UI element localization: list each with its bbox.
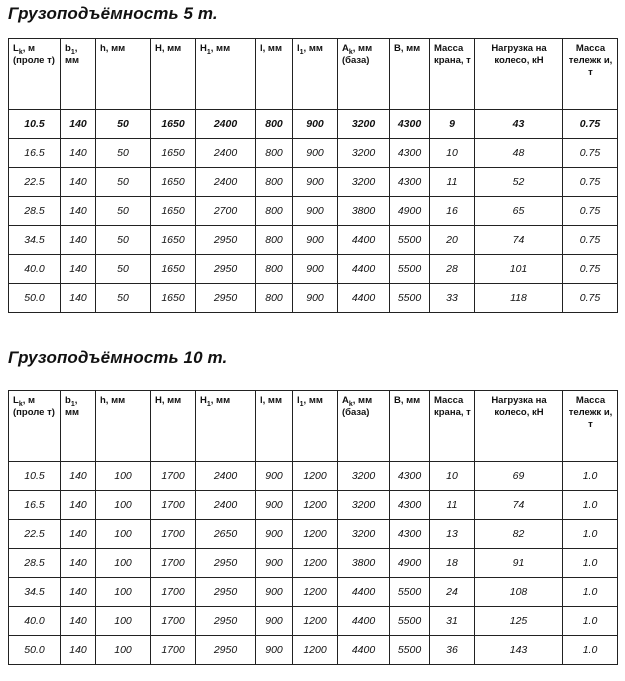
table-row: [9, 607, 618, 636]
crane-spec-table-10t: [8, 390, 618, 665]
table-cell: 4900: [390, 549, 430, 578]
table-cell: 1.0: [563, 578, 618, 607]
table-cell: 4400: [338, 284, 390, 313]
table-cell: 5500: [390, 284, 430, 313]
table-cell: 900: [293, 110, 338, 139]
table-cell: 140: [61, 168, 96, 197]
table-cell: 900: [293, 284, 338, 313]
table-cell: 0.75: [563, 139, 618, 168]
table-cell: 108: [475, 578, 563, 607]
col-header-crane-mass: Масса крана, т: [430, 39, 475, 110]
table-row: [9, 197, 618, 226]
col-header-B: B, мм: [390, 391, 430, 462]
table-cell: 1650: [151, 168, 196, 197]
table-cell: 900: [256, 549, 293, 578]
section-title-5t: Грузоподъёмность 5 т.: [8, 4, 218, 23]
table-cell: 1650: [151, 110, 196, 139]
table-cell: 140: [61, 607, 96, 636]
table-cell: 0.75: [563, 284, 618, 313]
table-cell: 34.5: [9, 578, 61, 607]
table-cell: 2400: [196, 491, 256, 520]
table-cell: 1.0: [563, 549, 618, 578]
table-cell: 0.75: [563, 110, 618, 139]
table-cell: 140: [61, 636, 96, 665]
table-cell: 10: [430, 139, 475, 168]
table-cell: 10.5: [9, 110, 61, 139]
table-row: [9, 636, 618, 665]
table-cell: 800: [256, 284, 293, 313]
col-header-H: H, мм: [151, 39, 196, 110]
crane-spec-table-5t: [8, 38, 618, 313]
table-row: [9, 462, 618, 491]
table-cell: 20: [430, 226, 475, 255]
table-cell: 13: [430, 520, 475, 549]
col-header-crane-mass: Масса крана, т: [430, 391, 475, 462]
table-cell: 4300: [390, 168, 430, 197]
table-cell: 0.75: [563, 226, 618, 255]
table-cell: 28.5: [9, 197, 61, 226]
table-cell: 1650: [151, 197, 196, 226]
table-cell: 2400: [196, 110, 256, 139]
table-cell: 9: [430, 110, 475, 139]
table-cell: 5500: [390, 255, 430, 284]
table-cell: 50: [96, 110, 151, 139]
table-cell: 16.5: [9, 139, 61, 168]
table-row: [9, 255, 618, 284]
table-cell: 1200: [293, 491, 338, 520]
col-header-span: $L_k$, м (проле т): [9, 39, 61, 110]
table-cell: 5500: [390, 607, 430, 636]
table-cell: 1.0: [563, 607, 618, 636]
table-cell: 125: [475, 607, 563, 636]
table-cell: 140: [61, 491, 96, 520]
table-cell: 3200: [338, 139, 390, 168]
col-header-l1: $l_1$, мм: [293, 391, 338, 462]
table-cell: 800: [256, 168, 293, 197]
table-cell: 2700: [196, 197, 256, 226]
table-cell: 18: [430, 549, 475, 578]
table-cell: 82: [475, 520, 563, 549]
table-cell: 22.5: [9, 168, 61, 197]
table-row: [9, 226, 618, 255]
table-cell: 100: [96, 491, 151, 520]
table-cell: 4300: [390, 139, 430, 168]
table-cell: 3200: [338, 110, 390, 139]
table-row: [9, 520, 618, 549]
col-header-wheel-load: Нагрузка на колесо, кН: [475, 39, 563, 110]
table-cell: 2950: [196, 255, 256, 284]
table-cell: 50: [96, 139, 151, 168]
table-cell: 3800: [338, 549, 390, 578]
table-cell: 65: [475, 197, 563, 226]
table-cell: 4900: [390, 197, 430, 226]
col-header-l: l, мм: [256, 39, 293, 110]
table-cell: 1700: [151, 549, 196, 578]
table-cell: 140: [61, 549, 96, 578]
table-cell: 11: [430, 491, 475, 520]
table-cell: 900: [293, 197, 338, 226]
table-cell: 1200: [293, 607, 338, 636]
table-cell: 140: [61, 578, 96, 607]
table-cell: 40.0: [9, 255, 61, 284]
table-cell: 143: [475, 636, 563, 665]
table-cell: 4400: [338, 578, 390, 607]
table-cell: 118: [475, 284, 563, 313]
table-cell: 4300: [390, 491, 430, 520]
table-cell: 33: [430, 284, 475, 313]
col-header-base: $A_k$, мм (база): [338, 391, 390, 462]
table-cell: 1.0: [563, 520, 618, 549]
table-cell: 800: [256, 110, 293, 139]
table-cell: 101: [475, 255, 563, 284]
table-cell: 50.0: [9, 284, 61, 313]
table-row: [9, 110, 618, 139]
table-cell: 1200: [293, 636, 338, 665]
table-cell: 4400: [338, 636, 390, 665]
table-cell: 100: [96, 578, 151, 607]
table-cell: 900: [256, 462, 293, 491]
table-cell: 28: [430, 255, 475, 284]
table-cell: 1200: [293, 549, 338, 578]
table-cell: 3800: [338, 197, 390, 226]
col-header-H: H, мм: [151, 391, 196, 462]
col-header-l: l, мм: [256, 391, 293, 462]
table-cell: 50.0: [9, 636, 61, 665]
table-cell: 34.5: [9, 226, 61, 255]
table-cell: 2950: [196, 284, 256, 313]
table-cell: 22.5: [9, 520, 61, 549]
col-header-b1: $b_1$, мм: [61, 39, 96, 110]
table-cell: 4300: [390, 110, 430, 139]
table-cell: 140: [61, 284, 96, 313]
table-cell: 4400: [338, 226, 390, 255]
table-cell: 1700: [151, 607, 196, 636]
table-cell: 24: [430, 578, 475, 607]
col-header-span: $L_k$, м (проле т): [9, 391, 61, 462]
table-cell: 2400: [196, 139, 256, 168]
table-cell: 48: [475, 139, 563, 168]
col-header-wheel-load: Нагрузка на колесо, кН: [475, 391, 563, 462]
table-cell: 1700: [151, 491, 196, 520]
table-cell: 900: [256, 607, 293, 636]
table-cell: 50: [96, 284, 151, 313]
col-header-h: h, мм: [96, 39, 151, 110]
table-cell: 4300: [390, 520, 430, 549]
table-cell: 1200: [293, 520, 338, 549]
table-cell: 3200: [338, 491, 390, 520]
table-cell: 2950: [196, 226, 256, 255]
table-cell: 5500: [390, 636, 430, 665]
table-cell: 1700: [151, 520, 196, 549]
table-cell: 1200: [293, 462, 338, 491]
table-cell: 140: [61, 462, 96, 491]
table-cell: 1700: [151, 636, 196, 665]
table-cell: 74: [475, 226, 563, 255]
table-cell: 31: [430, 607, 475, 636]
table-row: [9, 578, 618, 607]
table-cell: 2950: [196, 578, 256, 607]
table-cell: 52: [475, 168, 563, 197]
table-cell: 2650: [196, 520, 256, 549]
table-cell: 91: [475, 549, 563, 578]
table-cell: 800: [256, 255, 293, 284]
table-cell: 140: [61, 255, 96, 284]
section-title-10t: Грузоподъёмность 10 т.: [8, 348, 228, 367]
col-header-base: $A_k$, мм (база): [338, 39, 390, 110]
table-cell: 140: [61, 520, 96, 549]
table-cell: 5500: [390, 226, 430, 255]
table-cell: 36: [430, 636, 475, 665]
table-cell: 1.0: [563, 636, 618, 665]
table-cell: 900: [293, 255, 338, 284]
table-row: [9, 491, 618, 520]
table-row: [9, 168, 618, 197]
table-cell: 100: [96, 520, 151, 549]
table-cell: 100: [96, 636, 151, 665]
table-cell: 800: [256, 197, 293, 226]
table-cell: 40.0: [9, 607, 61, 636]
table-cell: 1.0: [563, 462, 618, 491]
table-cell: 140: [61, 226, 96, 255]
header-row: [9, 391, 618, 462]
table-cell: 16.5: [9, 491, 61, 520]
table-cell: 900: [256, 491, 293, 520]
table-cell: 900: [293, 226, 338, 255]
table-cell: 2950: [196, 549, 256, 578]
table-cell: 0.75: [563, 168, 618, 197]
table-cell: 0.75: [563, 255, 618, 284]
table-cell: 5500: [390, 578, 430, 607]
table-cell: 1700: [151, 462, 196, 491]
table-cell: 50: [96, 168, 151, 197]
table-cell: 100: [96, 607, 151, 636]
table-cell: 2950: [196, 636, 256, 665]
table-cell: 3200: [338, 168, 390, 197]
table-cell: 900: [256, 636, 293, 665]
table-cell: 2400: [196, 168, 256, 197]
table-cell: 900: [256, 578, 293, 607]
table-cell: 10: [430, 462, 475, 491]
table-cell: 900: [293, 139, 338, 168]
table-cell: 28.5: [9, 549, 61, 578]
table-cell: 1.0: [563, 491, 618, 520]
table-cell: 140: [61, 110, 96, 139]
col-header-H1: $H_1$, мм: [196, 39, 256, 110]
table-cell: 1200: [293, 578, 338, 607]
table-cell: 11: [430, 168, 475, 197]
table-cell: 800: [256, 226, 293, 255]
col-header-H1: $H_1$, мм: [196, 391, 256, 462]
table-cell: 140: [61, 139, 96, 168]
table-cell: 16: [430, 197, 475, 226]
table-cell: 0.75: [563, 197, 618, 226]
col-header-h: h, мм: [96, 391, 151, 462]
table-cell: 69: [475, 462, 563, 491]
table-cell: 1650: [151, 139, 196, 168]
col-header-l1: $l_1$, мм: [293, 39, 338, 110]
col-header-trolley-mass: Масса тележк и, т: [563, 39, 618, 110]
col-header-b1: $b_1$, мм: [61, 391, 96, 462]
table-cell: 1650: [151, 255, 196, 284]
table-cell: 3200: [338, 462, 390, 491]
table-cell: 900: [293, 168, 338, 197]
table-row: [9, 284, 618, 313]
table-cell: 50: [96, 197, 151, 226]
col-header-trolley-mass: Масса тележк и, т: [563, 391, 618, 462]
table-cell: 4400: [338, 255, 390, 284]
table-cell: 2400: [196, 462, 256, 491]
table-cell: 900: [256, 520, 293, 549]
table-cell: 4300: [390, 462, 430, 491]
table-cell: 140: [61, 197, 96, 226]
table-cell: 2950: [196, 607, 256, 636]
table-cell: 100: [96, 462, 151, 491]
table-cell: 50: [96, 255, 151, 284]
table-cell: 74: [475, 491, 563, 520]
table-cell: 1700: [151, 578, 196, 607]
table-cell: 4400: [338, 607, 390, 636]
table-cell: 50: [96, 226, 151, 255]
table-cell: 3200: [338, 520, 390, 549]
col-header-B: B, мм: [390, 39, 430, 110]
table-cell: 10.5: [9, 462, 61, 491]
table-row: [9, 549, 618, 578]
table-cell: 800: [256, 139, 293, 168]
table-row: [9, 139, 618, 168]
header-row: [9, 39, 618, 110]
table-cell: 100: [96, 549, 151, 578]
table-cell: 43: [475, 110, 563, 139]
table-cell: 1650: [151, 284, 196, 313]
table-cell: 1650: [151, 226, 196, 255]
